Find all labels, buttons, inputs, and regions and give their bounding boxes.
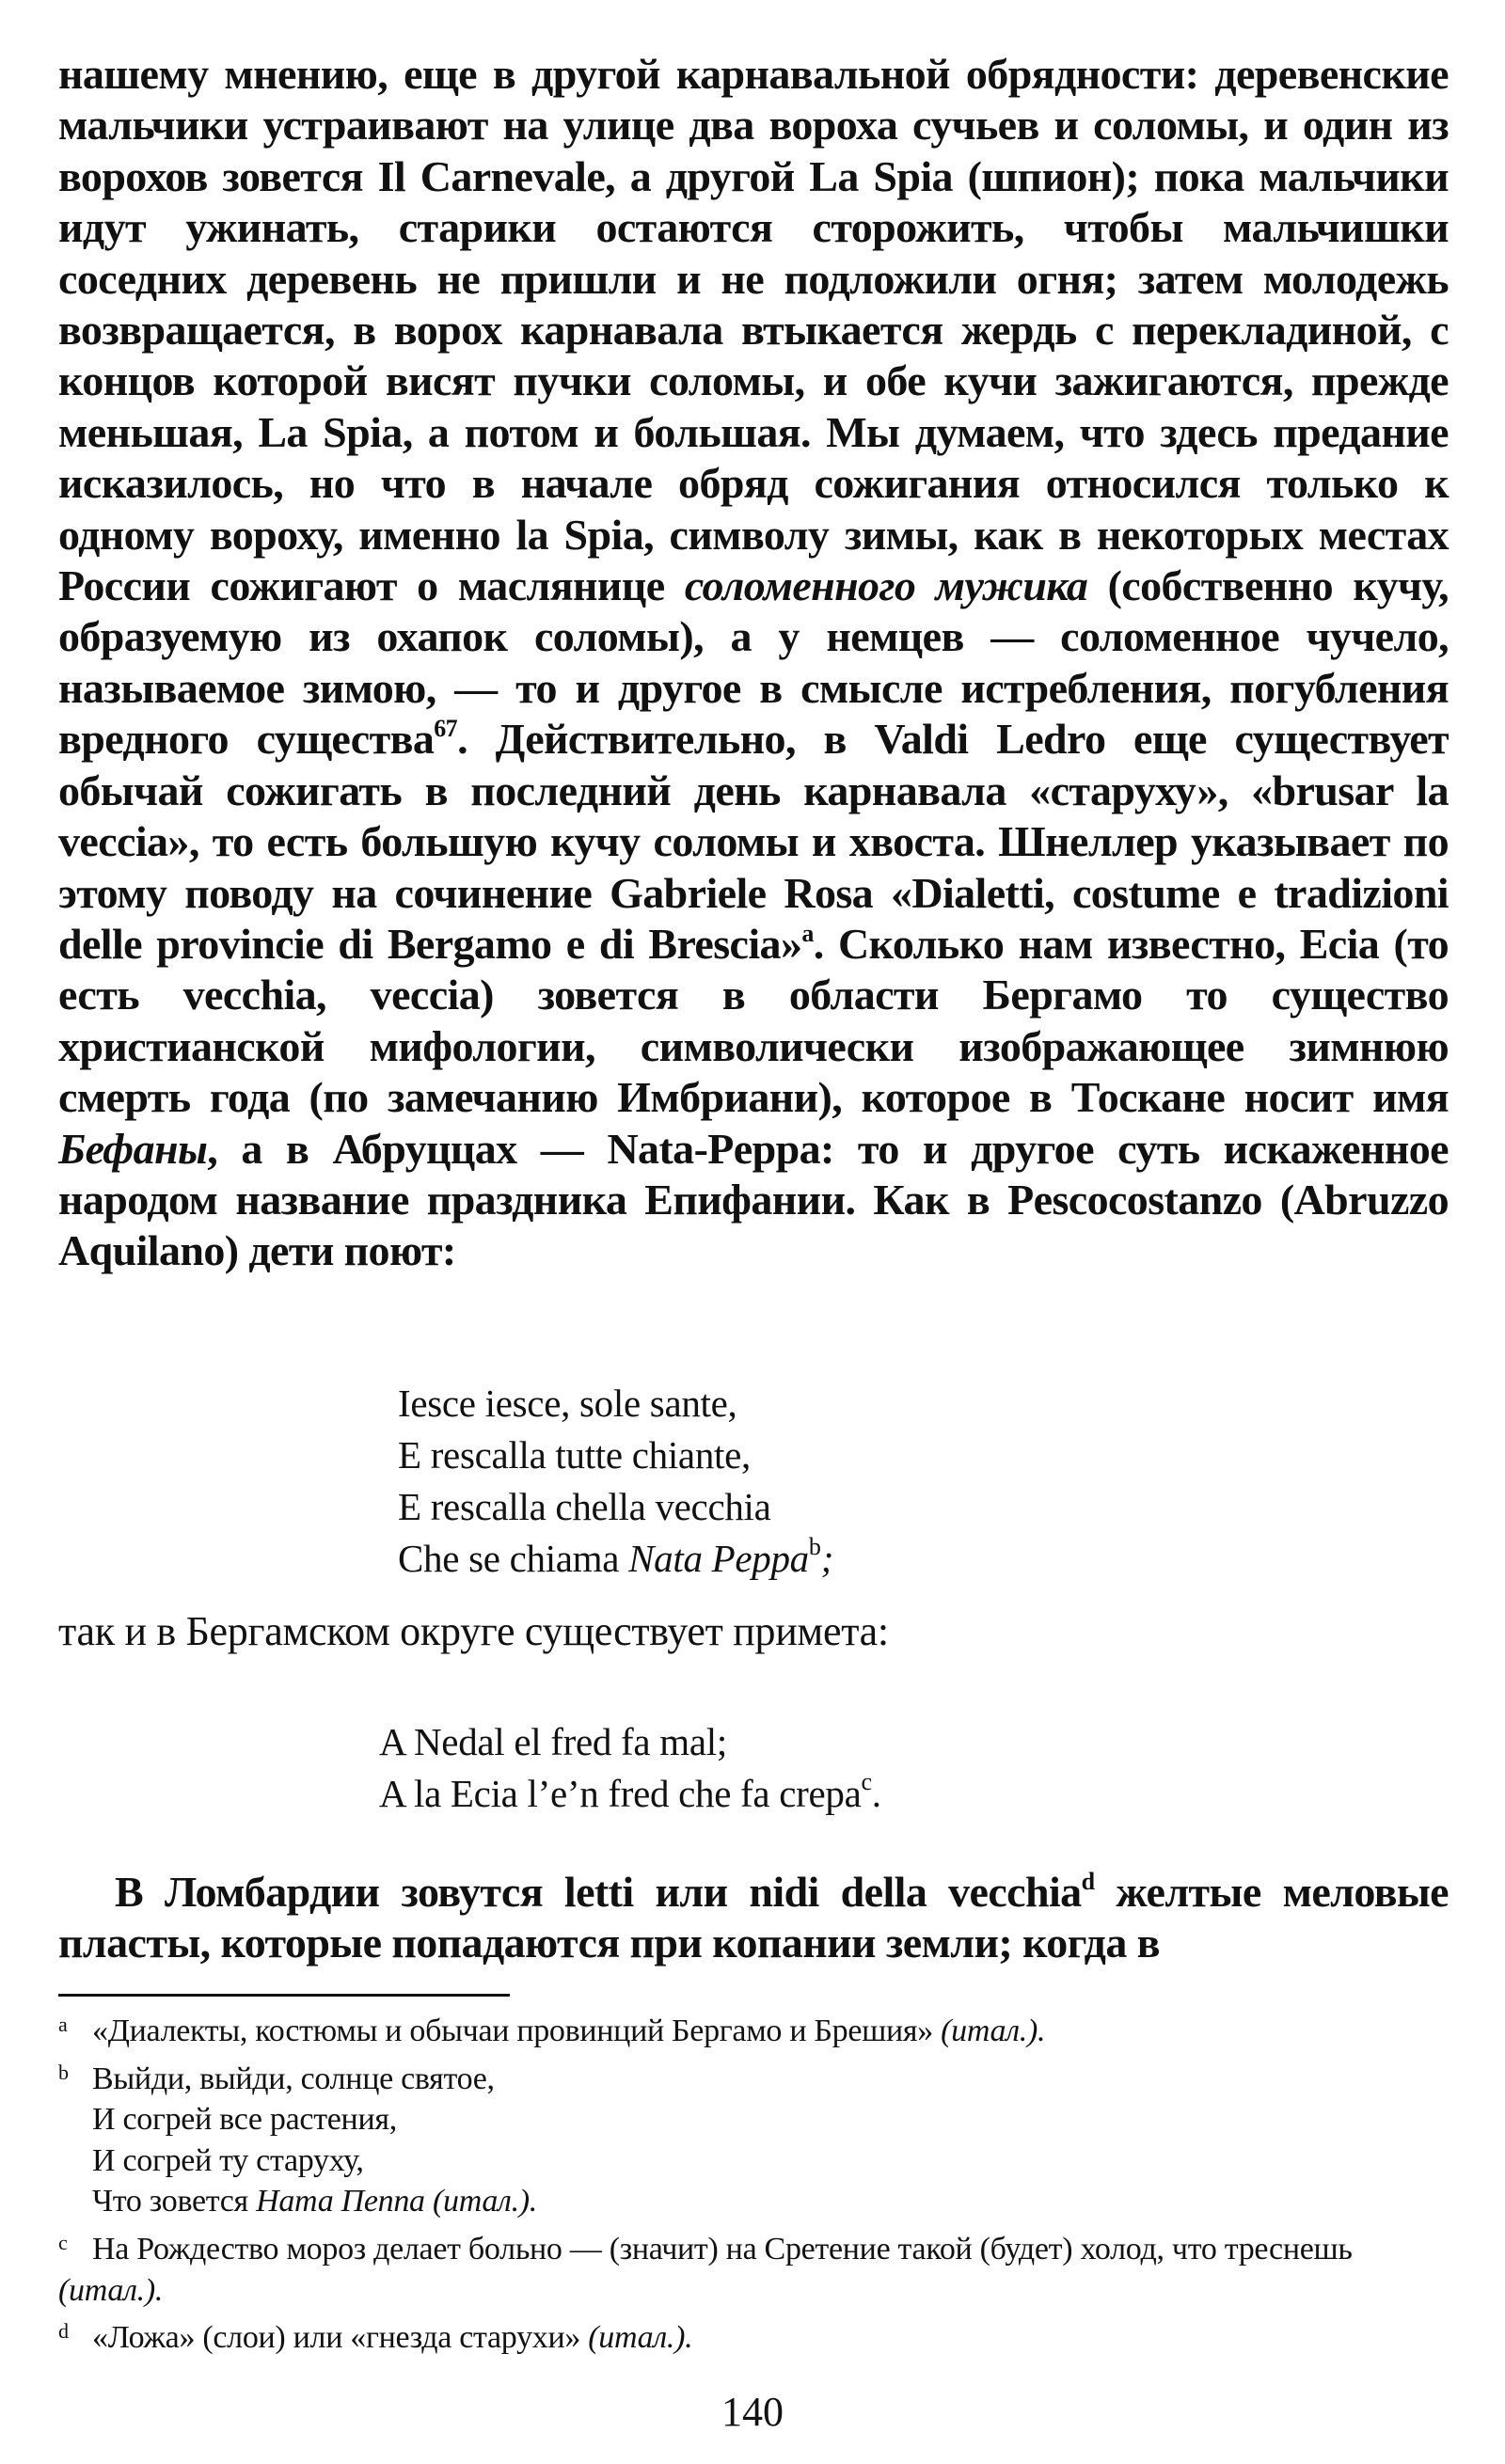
footnote-mark: a xyxy=(58,2013,68,2036)
verse-bergamo xyxy=(379,1716,881,1820)
italic-term: соломенного мужика xyxy=(684,561,1088,610)
verse-line: Iesce iesce, sole sante, xyxy=(398,1382,737,1425)
text-run: В Ломбардии зовутся letti или nidi della vecchia xyxy=(115,1868,1082,1916)
text-run: Che se chiama xyxy=(398,1537,629,1580)
verse-line xyxy=(398,1533,833,1585)
italic-term: Бефаны xyxy=(58,1124,208,1173)
text-run: (собственно кучу, образуемую из охапок соломы), а у немцев — соломенное чучело, называемое зимою, — то и другое в смысле истребления, погубления вредного существа xyxy=(58,561,1450,764)
footnote-b-line xyxy=(58,2181,1449,2222)
text-run: . xyxy=(871,1772,881,1815)
main-text-continued xyxy=(58,1867,1449,1969)
text-run: , а в Абруццах — Nata-Peppa: то и другое суть искаженное народом название праздника Епифании. Как в Pescocostanzo (Abruzzo Aquilano) дети поют: xyxy=(58,1124,1449,1275)
verse-line: E rescalla chella vecchia xyxy=(398,1485,771,1528)
footnote-d xyxy=(58,2311,1449,2359)
footnote-mark: c xyxy=(58,2230,68,2254)
text-run: A la Ecia l’e’n fred che fa crepa xyxy=(379,1772,862,1815)
verse-line: A Nedal el fred fa mal; xyxy=(379,1720,727,1763)
footnote-divider xyxy=(58,1994,510,1997)
verse-pescocostanzo xyxy=(398,1378,833,1585)
text-run: нашему мнению, еще в другой карнавальной обрядности: деревенские мальчики устраивают на улице два вороха сучьев и соломы, и один из ворохов зовется Il Carnevale, а другой La Spia (шпион); пока мальчики идут ужинать, старики остаются сторожить, чтобы мальчишки соседних деревень не пришли и не подложили огня; затем молодежь возвращается, в ворох карнавала втыкается жердь с перекладиной, с концов которой висят пучки соломы, и обе кучи зажигаются, прежде меньшая, La Spia, а потом и большая. Мы думаем, что здесь предание исказилось, но что в начале обряд сожигания относился только к одному вороху, именно la Spia, символу зимы, как в некоторых местах России сожигают о маслянице xyxy=(58,50,1449,610)
language-note: (итал.). xyxy=(941,2014,1046,2048)
footnote-mark: d xyxy=(58,2319,69,2344)
footnote-text: Выйди, выйди, солнце святое, xyxy=(92,2061,495,2096)
text-run: . Сколько нам известно, Ecia (то есть vecchia, veccia) зовется в области Бергамо то существо христианской мифологии, символически изображающее зимнюю смерть года (по замечанию Имбриани), которое в Тоскане носит имя xyxy=(58,919,1449,1122)
footnotes xyxy=(58,2004,1449,2359)
paragraph-3 xyxy=(58,1867,1449,1969)
footnote-text: Что зовется xyxy=(92,2184,257,2219)
footnote-b xyxy=(58,2052,1449,2100)
footnote-text: На Рождество мороз делает больно — (значит) на Сретение такой (будет) холод, что треснешь xyxy=(92,2231,1353,2267)
italic-term: Ната Пеппа xyxy=(256,2184,425,2219)
footnote-ref-b[interactable]: b xyxy=(808,1533,821,1560)
paragraph-1 xyxy=(58,49,1449,1277)
text-run: ; xyxy=(820,1537,833,1580)
footnote-text: «Диалекты, костюмы и обычаи провинций Бергамо и Брешия» xyxy=(92,2014,942,2048)
language-note: (итал.). xyxy=(58,2272,164,2308)
footnote-b-line: И согрей ту старуху, xyxy=(92,2142,364,2178)
footnote-ref-c[interactable]: c xyxy=(861,1768,872,1795)
italic-term: Nata Peppa xyxy=(628,1537,809,1580)
footnote-c xyxy=(58,2222,1449,2311)
footnote-mark: b xyxy=(58,2060,69,2084)
page-number: 140 xyxy=(721,2389,784,2435)
footnote-ref-d[interactable]: d xyxy=(1081,1868,1095,1895)
verse-line: E rescalla tutte chiante, xyxy=(398,1433,751,1477)
footnote-ref-a[interactable]: a xyxy=(801,919,814,947)
footnote-a xyxy=(58,2004,1449,2052)
language-note: (итал.). xyxy=(588,2320,693,2356)
endnote-ref-67[interactable]: 67 xyxy=(434,715,458,743)
language-note: (итал.). xyxy=(424,2184,538,2219)
paragraph-2: так и в Бергамском округе существует примета: xyxy=(58,1608,889,1654)
footnote-text: «Ложа» (слои) или «гнезда старухи» xyxy=(92,2320,589,2356)
verse-line xyxy=(379,1768,881,1820)
main-text xyxy=(58,49,1449,1277)
footnote-b-line: И согрей все растения, xyxy=(92,2102,397,2138)
text-run: желтые меловые пласты, которые попадаются при копании земли; когда в xyxy=(58,1868,1449,1967)
text-run: . Действительно, в Valdi Ledro еще существует обычай сожигать в последний день карнавала «старуху», «brusar la veccia», то есть большую кучу соломы и хвоста. Шнеллер указывает по этому поводу на сочинение Gabriele Rosa «Dialetti, costume e tradizioni delle provincie di Bergamo e di Brescia» xyxy=(58,715,1450,968)
